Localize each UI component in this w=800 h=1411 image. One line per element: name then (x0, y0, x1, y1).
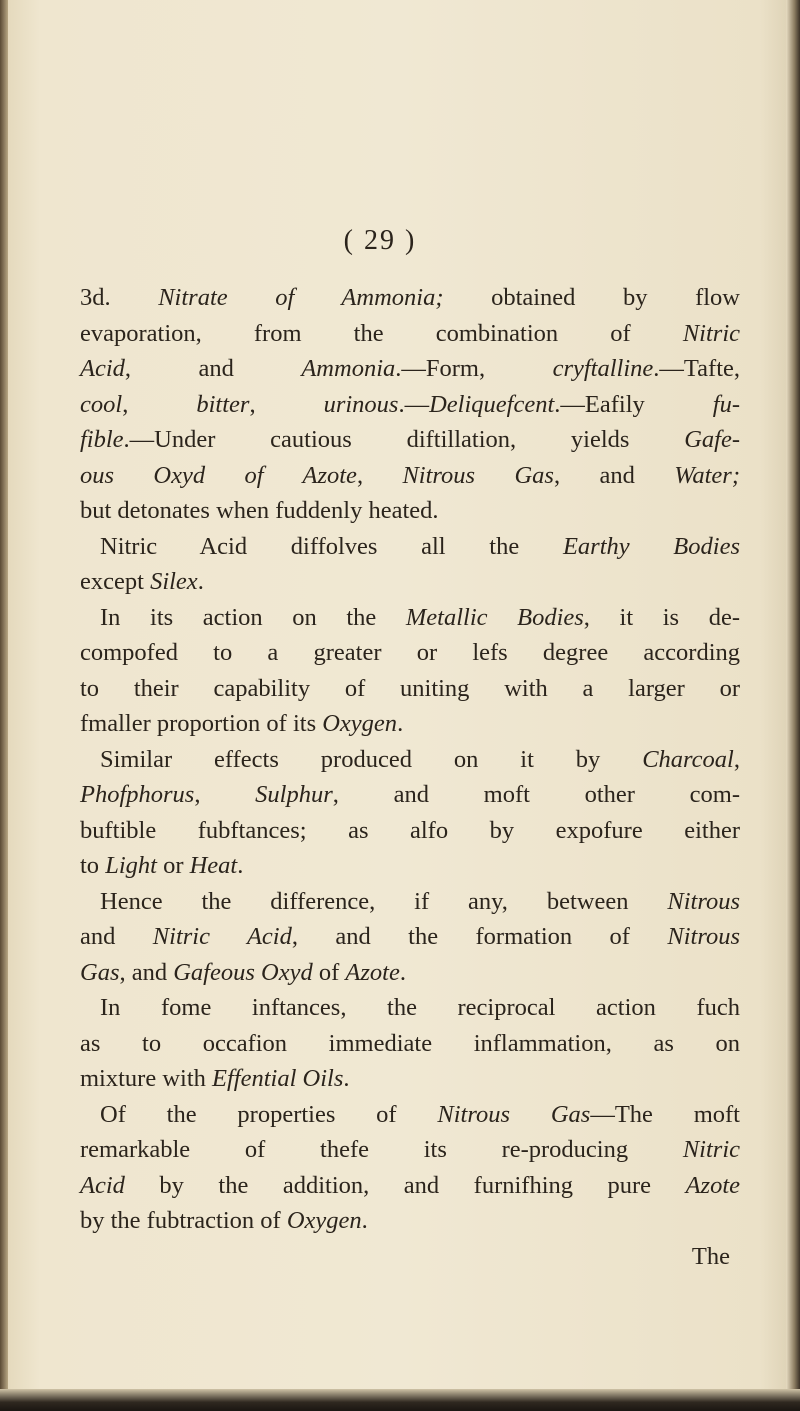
page-right-edge (786, 0, 800, 1411)
text-line: cool, bitter, urinous.—Deliquefcent.—Eafily fu- (80, 390, 741, 418)
page-bottom-edge (0, 1389, 800, 1411)
text-line: mixture with Effential Oils. (80, 1065, 350, 1092)
text-line: remarkable of thefe its re-producing Nitric (80, 1136, 740, 1163)
text-line: except Silex. (80, 568, 204, 595)
text-line: Nitric Acid diffolves all the Earthy Bodies (100, 532, 740, 560)
text-line: to Light or Heat. (80, 852, 244, 879)
text-line: by the fubtraction of Oxygen. (80, 1207, 368, 1234)
text-line: Phofphorus, Sulphur, and moft other com- (80, 781, 741, 808)
text-line: as to occafion immediate inflammation, as on (80, 1029, 740, 1057)
text-line: to their capability of uniting with a larger or (80, 674, 740, 702)
text-line: Acid, and Ammonia.—Form, cryftalline.—Tafte, (80, 355, 741, 382)
text-line: Similar effects produced on it by Charcoal, (100, 745, 740, 773)
page-left-edge (0, 0, 8, 1411)
page-number: ( 29 ) (343, 225, 417, 256)
text-line: compofed to a greater or lefs degree according (80, 639, 740, 666)
text-line: ous Oxyd of Azote, Nitrous Gas, and Water; (80, 461, 741, 489)
text-line: Hence the difference, if any, between Nitrous (100, 887, 740, 915)
text-line: In its action on the Metallic Bodies, it is de- (100, 603, 740, 631)
text-line: Acid by the addition, and furnifhing pure Azote (80, 1171, 740, 1199)
text-line: and Nitric Acid, and the formation of Nitrous (80, 923, 741, 950)
text-line: fible.—Under cautious diftillation, yields Gafe- (80, 426, 740, 453)
catchword: The (691, 1242, 730, 1270)
body-text (80, 280, 740, 1274)
text-line: buftible fubftances; as alfo by expofure either (80, 816, 740, 844)
text-line: Gas, and Gafeous Oxyd of Azote. (80, 958, 406, 986)
text-line: In fome inftances, the reciprocal action fuch (100, 994, 740, 1021)
text-line: fmaller proportion of its Oxygen. (80, 710, 404, 737)
text-line: evaporation, from the combination of Nitric (80, 319, 740, 347)
text-line: Of the properties of Nitrous Gas—The moft (100, 1100, 740, 1128)
text-line: but detonates when fuddenly heated. (80, 497, 439, 524)
text-line: 3d. Nitrate of Ammonia; obtained by flow (80, 284, 740, 311)
